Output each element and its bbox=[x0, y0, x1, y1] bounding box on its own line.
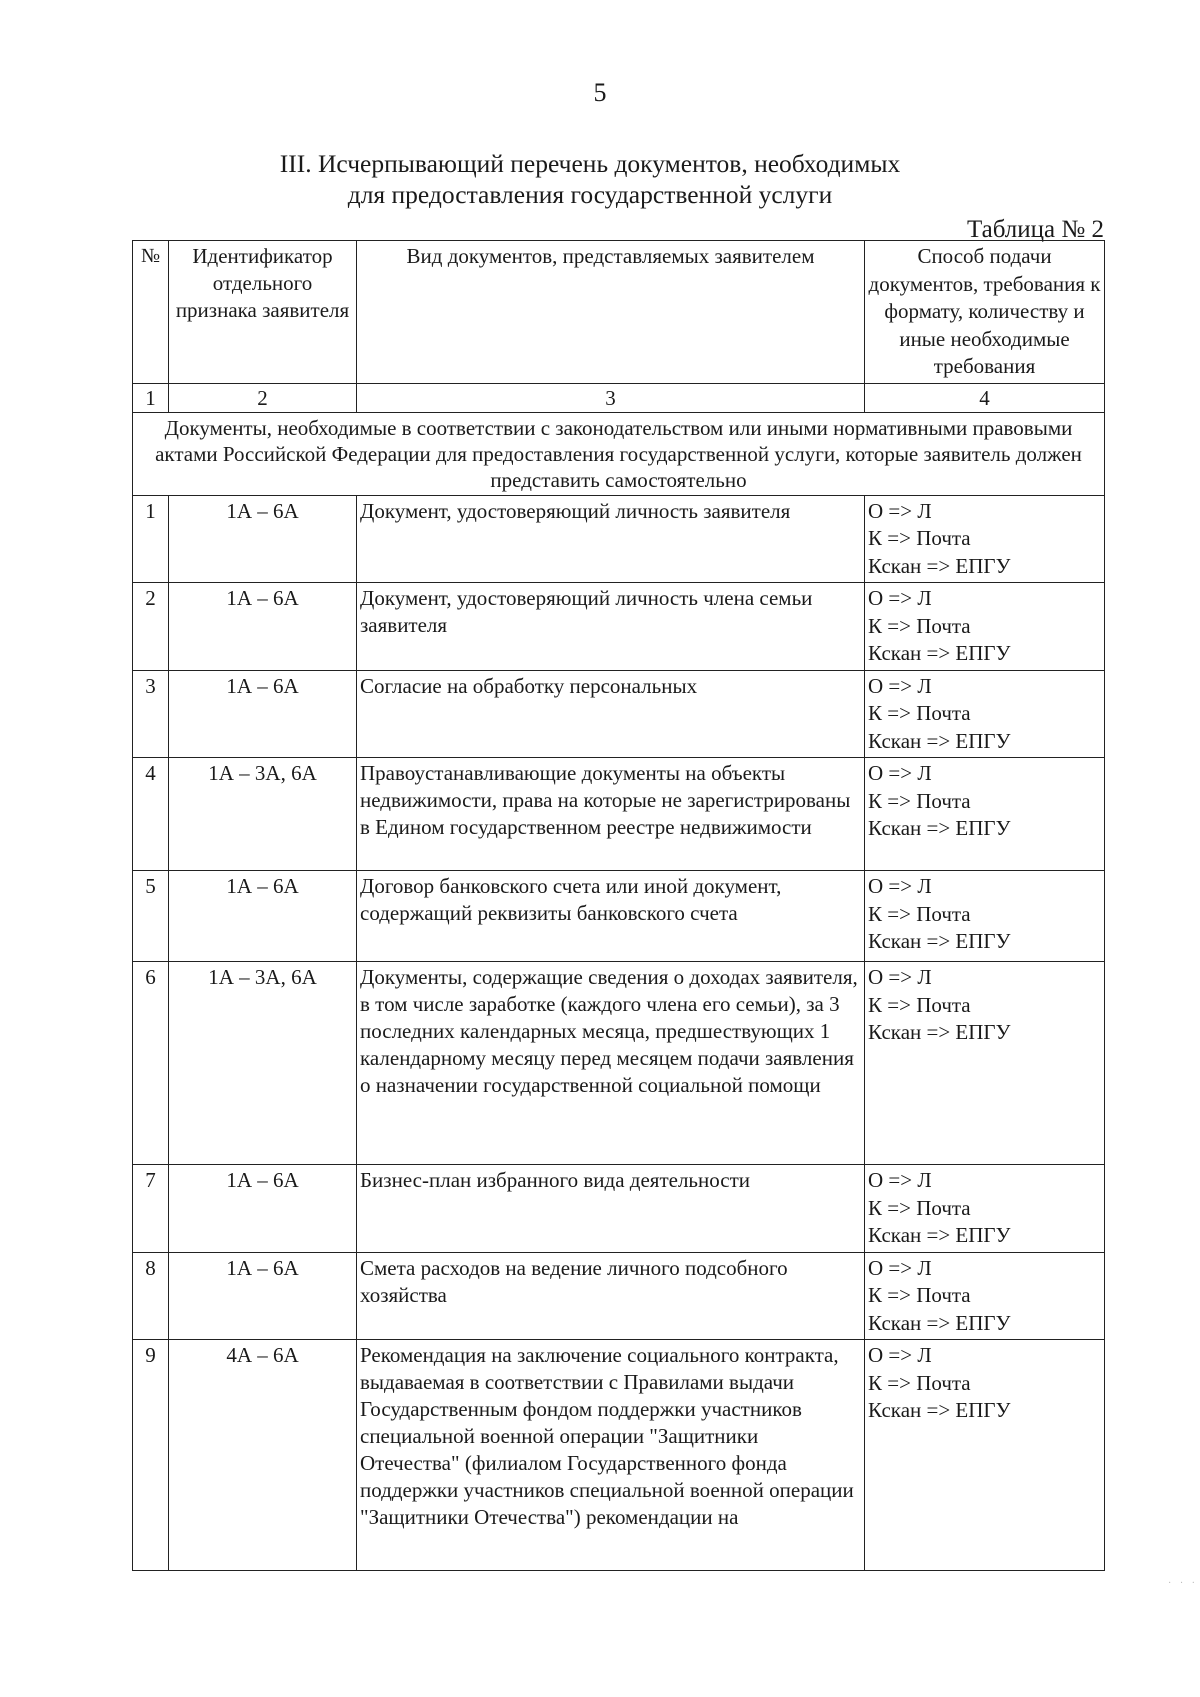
row-number: 1 bbox=[133, 495, 169, 583]
row-document: Документ, удостоверяющий личность члена семьи заявителя bbox=[357, 583, 865, 671]
row-document: Смета расходов на ведение личного подсобного хозяйства bbox=[357, 1252, 865, 1340]
column-numbers-row bbox=[133, 383, 1105, 412]
row-methods bbox=[865, 871, 1105, 962]
method-line: К => Почта bbox=[868, 901, 971, 926]
section-heading bbox=[150, 148, 1030, 210]
method-line: К => Почта bbox=[868, 613, 971, 638]
row-identifier: 1А – 6А bbox=[169, 670, 357, 758]
column-number: 2 bbox=[169, 383, 357, 412]
section-heading-line-1: III. Исчерпывающий перечень документов, необходимых bbox=[279, 149, 901, 178]
documents-table bbox=[132, 240, 1105, 1571]
row-identifier: 1А – 6А bbox=[169, 871, 357, 962]
row-identifier: 1А – 6А bbox=[169, 583, 357, 671]
method-line: Кскан => ЕПГУ bbox=[868, 1310, 1011, 1335]
table-row bbox=[133, 1252, 1105, 1340]
method-line: Кскан => ЕПГУ bbox=[868, 553, 1011, 578]
method-line: О => Л bbox=[868, 1168, 932, 1192]
row-identifier: 1А – 6А bbox=[169, 495, 357, 583]
row-identifier: 1А – 6А bbox=[169, 1252, 357, 1340]
table-row bbox=[133, 583, 1105, 671]
row-document: Документ, удостоверяющий личность заявителя bbox=[357, 495, 865, 583]
section-row bbox=[133, 412, 1105, 495]
method-line: Кскан => ЕПГУ bbox=[868, 728, 1011, 753]
row-identifier: 1А – 3А, 6А bbox=[169, 962, 357, 1165]
method-line: К => Почта bbox=[868, 992, 971, 1017]
table-row bbox=[133, 1165, 1105, 1253]
row-number: 9 bbox=[133, 1340, 169, 1571]
row-methods bbox=[865, 1252, 1105, 1340]
row-number: 5 bbox=[133, 871, 169, 962]
row-number: 3 bbox=[133, 670, 169, 758]
row-identifier: 1А – 6А bbox=[169, 1165, 357, 1253]
header-submission-method: Способ подачи документов, требования к формату, количеству и иные необходимые требования bbox=[865, 241, 1105, 384]
row-number: 7 bbox=[133, 1165, 169, 1253]
method-line: Кскан => ЕПГУ bbox=[868, 641, 1011, 665]
table-header-row bbox=[133, 241, 1105, 384]
method-line: К => Почта bbox=[868, 1370, 971, 1395]
row-document: Договор банковского счета или иной документ, содержащий реквизиты банковского счета bbox=[357, 871, 865, 962]
section-heading-line-2: для предоставления государственной услуги bbox=[347, 180, 833, 209]
method-line: О => Л bbox=[868, 965, 932, 989]
row-number: 8 bbox=[133, 1252, 169, 1340]
row-identifier: 4А – 6А bbox=[169, 1340, 357, 1571]
row-methods bbox=[865, 495, 1105, 583]
row-methods bbox=[865, 583, 1105, 671]
method-line: О => Л bbox=[868, 498, 932, 523]
column-number: 4 bbox=[865, 383, 1105, 412]
row-number: 2 bbox=[133, 583, 169, 671]
row-methods bbox=[865, 758, 1105, 871]
method-line: Кскан => ЕПГУ bbox=[868, 1223, 1011, 1247]
row-document: Согласие на обработку персональных bbox=[357, 670, 865, 758]
row-number: 6 bbox=[133, 962, 169, 1165]
scan-artifact: · · · bbox=[1168, 1578, 1198, 1589]
row-methods bbox=[865, 1165, 1105, 1253]
row-document: Документы, содержащие сведения о доходах заявителя, в том числе заработке (каждого члена его семьи), за 3 последних календарных месяца, предшествующих 1 календарному месяцу перед месяцем подачи заявления о назначении государственной социальной помощи bbox=[357, 962, 865, 1165]
section-title: Документы, необходимые в соответствии с законодательством или иными нормативными правовыми актами Российской Федерации для предоставления государственной услуги, которые заявитель должен представить самостоятельно bbox=[133, 412, 1105, 495]
row-methods bbox=[865, 1340, 1105, 1571]
row-document: Правоустанавливающие документы на объекты недвижимости, права на которые не зарегистрированы в Едином государственном реестре недвижимости bbox=[357, 758, 865, 871]
table-row bbox=[133, 962, 1105, 1165]
header-identifier: Идентификатор отдельного признака заявителя bbox=[169, 241, 357, 384]
method-line: К => Почта bbox=[868, 788, 971, 813]
method-line: О => Л bbox=[868, 1255, 932, 1280]
row-methods bbox=[865, 670, 1105, 758]
row-document: Бизнес-план избранного вида деятельности bbox=[357, 1165, 865, 1253]
column-number: 1 bbox=[133, 383, 169, 412]
method-line: О => Л bbox=[868, 586, 932, 610]
row-methods bbox=[865, 962, 1105, 1165]
header-number: № bbox=[133, 241, 169, 384]
table-row bbox=[133, 871, 1105, 962]
row-number: 4 bbox=[133, 758, 169, 871]
table-row bbox=[133, 758, 1105, 871]
method-line: К => Почта bbox=[868, 1283, 971, 1307]
method-line: Кскан => ЕПГУ bbox=[868, 1020, 1011, 1044]
table-row bbox=[133, 670, 1105, 758]
method-line: Кскан => ЕПГУ bbox=[868, 816, 1011, 840]
method-line: Кскан => ЕПГУ bbox=[868, 1398, 1011, 1422]
table-row bbox=[133, 495, 1105, 583]
row-document: Рекомендация на заключение социального контракта, выдаваемая в соответствии с Правилами выдачи Государственным фондом поддержки участников специальной военной операции "Защитники Отечества" (филиалом Государственного фонда поддержки участников специальной военной операции "Защитники Отечества") рекомендации на bbox=[357, 1340, 865, 1571]
method-line: О => Л bbox=[868, 673, 932, 698]
method-line: О => Л bbox=[868, 1343, 932, 1367]
method-line: К => Почта bbox=[868, 1195, 971, 1220]
header-document-type: Вид документов, представляемых заявителем bbox=[357, 241, 865, 384]
method-line: К => Почта bbox=[868, 526, 971, 550]
method-line: Кскан => ЕПГУ bbox=[868, 929, 1011, 953]
table-label: Таблица № 2 bbox=[966, 216, 1104, 243]
column-number: 3 bbox=[357, 383, 865, 412]
method-line: К => Почта bbox=[868, 701, 971, 725]
page-number: 5 bbox=[593, 78, 607, 107]
method-line: О => Л bbox=[868, 874, 932, 898]
table-row bbox=[133, 1340, 1105, 1571]
method-line: О => Л bbox=[868, 761, 932, 785]
row-identifier: 1А – 3А, 6А bbox=[169, 758, 357, 871]
